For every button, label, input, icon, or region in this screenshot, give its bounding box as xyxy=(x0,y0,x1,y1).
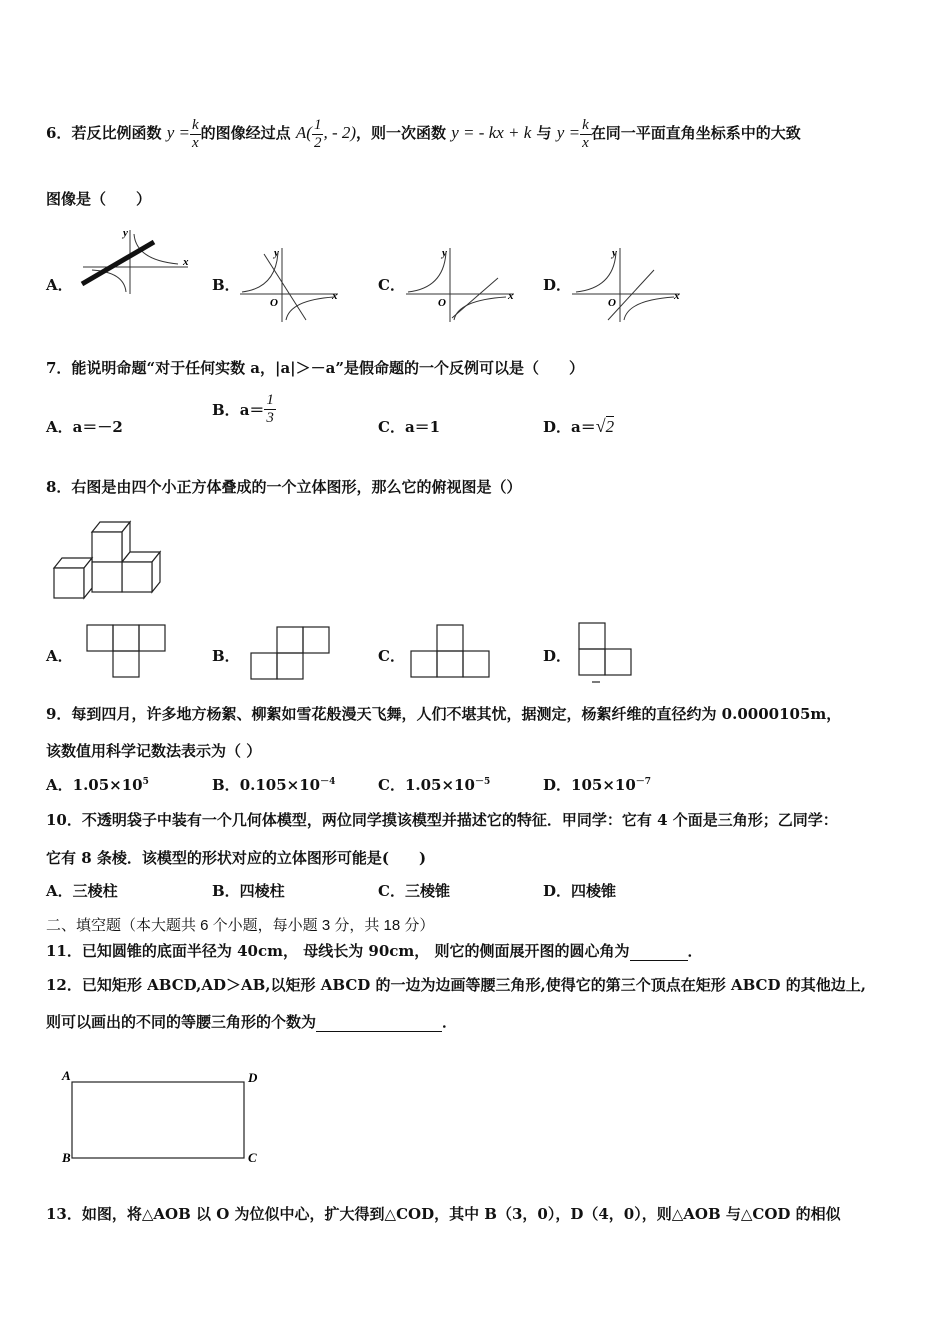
q7-option-b-frac xyxy=(264,392,276,427)
q6-option-d-graph[interactable] xyxy=(568,244,686,324)
q7-option-b-label: B． xyxy=(212,401,240,419)
q8-stem: 8．右图是由四个小正方体叠成的一个立体图形，那么它的俯视图是（） xyxy=(46,478,522,496)
q6-formula-1-frac xyxy=(190,117,201,152)
q7-option-d-label: D． xyxy=(543,418,572,436)
q7-option-c-label: C． xyxy=(378,418,405,436)
q12-vertex-a: A xyxy=(62,1068,71,1083)
q8-option-c-label[interactable]: C． xyxy=(378,647,405,665)
q6-point-label: A( xyxy=(295,123,312,142)
q6-option-b-label[interactable]: B． xyxy=(212,276,240,294)
q12-rectangle-figure xyxy=(58,1064,268,1168)
q9-option-a-base: 1.05×10 xyxy=(72,776,143,794)
q7-option-b-num: 1 xyxy=(266,392,274,408)
q6-text-3: ，则一次函数 xyxy=(356,124,447,142)
q6-c-x-label: x xyxy=(508,290,514,302)
q9-option-b-base: 0.105×10 xyxy=(239,776,321,794)
q6-stem-line2: 图像是（ ） xyxy=(46,190,152,208)
q7-option-c-value: a＝1 xyxy=(404,418,441,436)
q8-option-b-view[interactable] xyxy=(250,626,332,682)
q7-option-b-den: 3 xyxy=(266,410,274,426)
q10-option-d[interactable]: D．四棱锥 xyxy=(543,882,617,900)
q9-option-c[interactable] xyxy=(378,774,490,795)
q9-option-c-exp: －5 xyxy=(474,777,491,787)
section-2-heading: 二、填空题（本大题共 6 个小题，每小题 3 分，共 18 分） xyxy=(46,917,435,934)
q8-option-d-label[interactable]: D． xyxy=(543,647,572,665)
q12-answer-blank[interactable] xyxy=(316,1013,442,1032)
q6-formula-1-lhs: y = xyxy=(166,123,190,142)
q9-option-d-base: 105×10 xyxy=(571,776,636,794)
q12-stem-line1: 12．已知矩形 ABCD,AD＞AB,以矩形 ABCD 的一边为边画等腰三角形,使得它的第三个顶点在矩形 ABCD 的其他边上, xyxy=(46,976,866,994)
q9-option-c-label: C． xyxy=(378,776,405,794)
q9-option-d-exp: －7 xyxy=(635,777,652,787)
q12-vertex-c: C xyxy=(248,1150,257,1165)
q6-text-5: 在同一平面直角坐标系中的大致 xyxy=(590,124,801,142)
q8-option-d-view[interactable] xyxy=(578,622,636,684)
q8-option-a-view[interactable] xyxy=(86,624,168,680)
q6-a-x-label: x xyxy=(183,256,189,268)
q6-c-origin-label: O xyxy=(438,297,446,309)
q12-vertex-d: D xyxy=(248,1070,258,1085)
q6-option-b-graph[interactable] xyxy=(236,244,344,324)
q6-number: 6． xyxy=(46,124,72,142)
q6-b-x-label: x xyxy=(332,290,338,302)
q9-option-b[interactable] xyxy=(212,774,335,795)
q6-option-a-label[interactable]: A． xyxy=(46,276,73,294)
q6-b-y-label: y xyxy=(274,247,279,259)
q6-option-c-label[interactable]: C． xyxy=(378,276,405,294)
q6-option-d-label[interactable]: D． xyxy=(543,276,572,294)
q7-option-d[interactable] xyxy=(543,416,614,437)
q7-option-a[interactable] xyxy=(46,416,123,437)
q11-stem xyxy=(46,940,703,961)
q6-text-2: 的图像经过点 xyxy=(200,124,291,142)
q9-option-a[interactable] xyxy=(46,774,149,795)
q6-text-4: 与 xyxy=(536,124,552,142)
q9-stem-line2: 该数值用科学记数法表示为（ ） xyxy=(46,742,262,760)
q9-option-d[interactable] xyxy=(543,774,651,795)
q11-text: 11．已知圆锥的底面半径为 40cm， 母线长为 90cm， 则它的侧面展开图的圆心角为 xyxy=(46,942,630,960)
q6-formula-1-den: x xyxy=(191,134,199,151)
q6-d-origin-label: O xyxy=(608,297,616,309)
q6-formula-3-lhs: y = xyxy=(556,123,581,142)
q9-option-d-label: D． xyxy=(543,776,572,794)
q10-stem-line1: 10．不透明袋子中装有一个几何体模型，两位同学摸该模型并描述它的特征．甲同学：它有 4 个面是三角形；乙同学： xyxy=(46,811,838,829)
q6-point-den: 2 xyxy=(313,134,322,151)
q10-option-c[interactable]: C．三棱锥 xyxy=(378,882,450,900)
q9-option-b-exp: －4 xyxy=(320,777,336,787)
q6-text-1: 若反比例函数 xyxy=(71,124,162,142)
q6-point-num: 1 xyxy=(313,116,322,133)
q9-stem-line1: 9．每到四月，许多地方杨絮、柳絮如雪花般漫天飞舞，人们不堪其忧，据测定，杨絮纤维的直径约为 0.0000105m， xyxy=(46,705,842,723)
q6-a-y-label: y xyxy=(123,227,128,239)
q7-option-a-value: a＝－2 xyxy=(72,418,123,436)
q7-option-a-label: A． xyxy=(46,418,73,436)
q11-answer-blank[interactable] xyxy=(630,942,688,961)
q6-b-origin-label: O xyxy=(270,297,278,309)
q10-option-a[interactable]: A．三棱柱 xyxy=(46,882,118,900)
q11-end: ． xyxy=(687,942,703,960)
q6-formula-3-frac xyxy=(580,117,591,152)
q8-option-c-view[interactable] xyxy=(410,624,492,680)
q8-option-b-label[interactable]: B． xyxy=(212,647,240,665)
q6-d-x-label: x xyxy=(674,290,680,302)
q6-formula-2: y = - kx + k xyxy=(451,123,532,142)
q6-d-y-label: y xyxy=(612,247,617,259)
q7-option-d-radicand: 2 xyxy=(605,417,615,436)
q7-option-b[interactable] xyxy=(212,392,276,427)
q6-point-frac xyxy=(312,117,324,152)
q10-option-b[interactable]: B．四棱柱 xyxy=(212,882,285,900)
q12-stem-line2 xyxy=(46,1011,457,1032)
q7-option-c[interactable] xyxy=(378,416,440,437)
q8-cube-figure xyxy=(50,518,168,600)
q12-vertex-b: B xyxy=(62,1150,71,1165)
q9-option-b-label: B． xyxy=(212,776,240,794)
q6-formula-3-den: x xyxy=(582,134,589,151)
q7-stem: 7．能说明命题“对于任何实数 a，|a|＞－a”是假命题的一个反例可以是（ ） xyxy=(46,359,584,377)
q13-stem-line1: 13．如图，将△AOB 以 O 为位似中心，扩大得到△COD，其中 B（3，0），D（4，0），则△AOB 与△COD 的相似 xyxy=(46,1205,841,1223)
q6-formula-1-num: k xyxy=(191,116,199,133)
q6-option-a-graph[interactable] xyxy=(78,226,196,296)
q6-option-c-graph[interactable] xyxy=(402,244,520,324)
q6-formula-3-num: k xyxy=(582,116,589,133)
q7-option-d-prefix: a＝ xyxy=(571,418,596,436)
q6-stem-line1 xyxy=(46,108,801,158)
q9-option-a-exp: 5 xyxy=(142,777,149,787)
q10-stem-line2: 它有 8 条棱．该模型的形状对应的立体图形可能是( ) xyxy=(46,849,427,867)
q6-c-y-label: y xyxy=(442,247,447,259)
q8-option-a-label[interactable]: A． xyxy=(46,647,73,665)
q9-option-c-base: 1.05×10 xyxy=(404,776,475,794)
q7-option-b-prefix: a＝ xyxy=(239,401,265,419)
q9-option-a-label: A． xyxy=(46,776,73,794)
q12-end: ． xyxy=(442,1013,458,1031)
q12-text: 则可以画出的不同的等腰三角形的个数为 xyxy=(46,1013,317,1031)
q7-option-d-radical: √ xyxy=(595,416,606,436)
q6-point-rest: , - 2) xyxy=(323,123,357,142)
